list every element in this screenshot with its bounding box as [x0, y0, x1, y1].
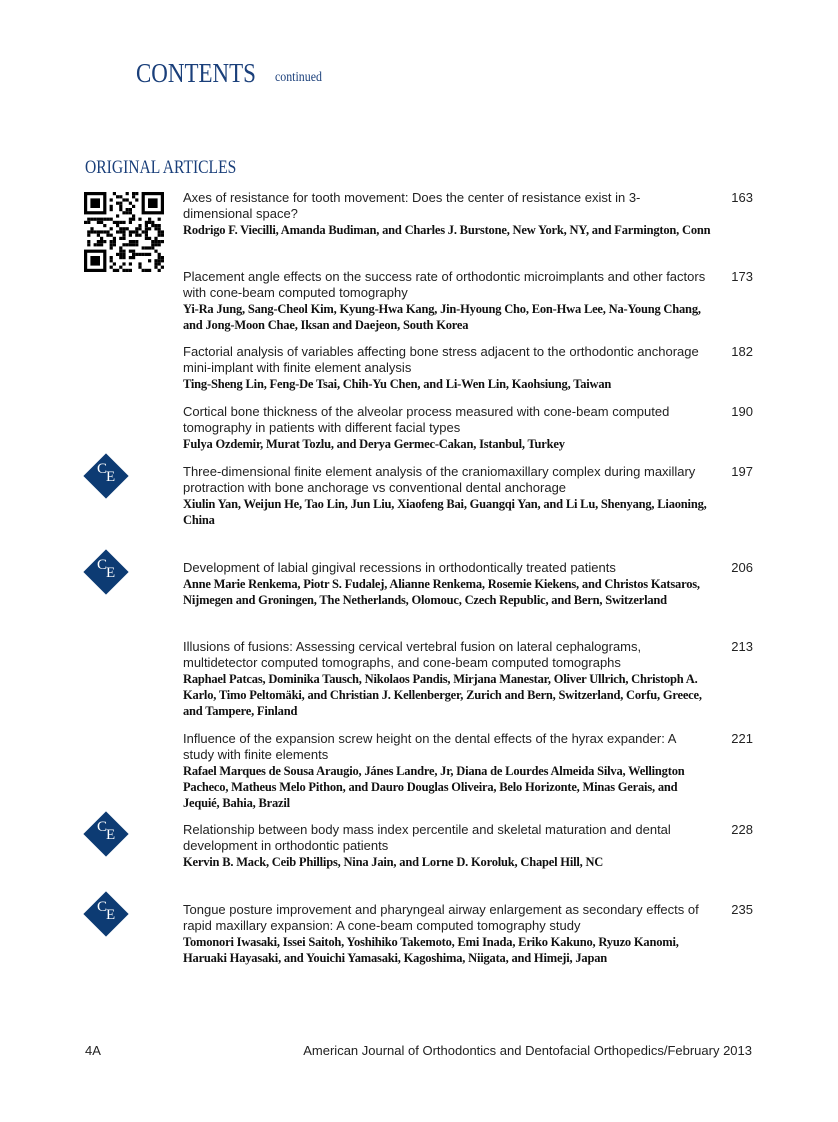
ce-letter-c: C [97, 557, 108, 573]
ce-credit-badge-icon [90, 460, 124, 494]
ce-letter-e: E [106, 827, 116, 843]
article-entry[interactable] [183, 464, 753, 528]
footer-page-number: 4A [85, 1043, 101, 1058]
article-authors: Xiulin Yan, Weijun He, Tao Lin, Jun Liu, Xiaofeng Bai, Guangqi Yan, and Li Lu, Shenyang, Liaoning, China [183, 497, 707, 527]
article-page-number: 206 [731, 560, 753, 575]
ce-letter-c: C [97, 819, 108, 835]
article-page-number: 228 [731, 822, 753, 837]
article-page-number: 173 [731, 269, 753, 284]
ce-letter-e: E [106, 565, 116, 581]
article-title[interactable]: Development of labial gingival recessions in orthodontically treated patients [183, 560, 616, 575]
article-entry[interactable] [183, 639, 753, 719]
page-title: CONTENTS [136, 58, 256, 88]
article-entry[interactable] [183, 269, 753, 333]
article-page-number: 221 [731, 731, 753, 746]
section-heading: ORIGINAL ARTICLES [85, 157, 237, 178]
ce-letter-e: E [106, 469, 116, 485]
article-authors: Rodrigo F. Viecilli, Amanda Budiman, and Charles J. Burstone, New York, NY, and Farmington, Conn [183, 223, 711, 237]
article-title[interactable]: Influence of the expansion screw height on the dental effects of the hyrax expander: A study with finite elements [183, 731, 676, 762]
article-page-number: 197 [731, 464, 753, 479]
article-authors: Raphael Patcas, Dominika Tausch, Nikolaos Pandis, Mirjana Manestar, Oliver Ullrich, Christoph A. Karlo, Timo Peltomäki, and Christian J. Kellenberger, Zurich and Bern, Switzerland, Corfu, Greece, and Tampere, Finland [183, 672, 702, 718]
article-authors: Ting-Sheng Lin, Feng-De Tsai, Chih-Yu Chen, and Li-Wen Lin, Kaohsiung, Taiwan [183, 377, 612, 391]
page-subtitle: continued [275, 70, 322, 85]
article-page-number: 190 [731, 404, 753, 419]
article-entry[interactable] [183, 902, 753, 966]
article-entry[interactable] [183, 731, 753, 811]
article-entry[interactable] [183, 560, 753, 608]
ce-credit-badge-icon [90, 898, 124, 932]
article-entry[interactable] [183, 190, 753, 238]
article-authors: Fulya Ozdemir, Murat Tozlu, and Derya Germec-Cakan, Istanbul, Turkey [183, 437, 565, 451]
article-title[interactable]: Axes of resistance for tooth movement: Does the center of resistance exist in 3-dimensional space? [183, 190, 641, 221]
article-authors: Yi-Ra Jung, Sang-Cheol Kim, Kyung-Hwa Kang, Jin-Hyoung Cho, Eon-Hwa Lee, Na-Young Chang, and Jong-Moon Chae, Iksan and Daejeon, South Korea [183, 302, 701, 332]
article-page-number: 235 [731, 902, 753, 917]
footer-journal: American Journal of Orthodontics and Dentofacial Orthopedics/February 2013 [303, 1043, 752, 1058]
article-page-number: 182 [731, 344, 753, 359]
article-page-number: 163 [731, 190, 753, 205]
article-entry[interactable] [183, 404, 753, 452]
ce-credit-badge-icon [90, 818, 124, 852]
qr-code-icon [84, 192, 164, 272]
article-authors: Kervin B. Mack, Ceib Phillips, Nina Jain, and Lorne D. Koroluk, Chapel Hill, NC [183, 855, 604, 869]
article-page-number: 213 [731, 639, 753, 654]
article-authors: Rafael Marques de Sousa Araugio, Jánes Landre, Jr, Diana de Lourdes Almeida Silva, Wellington Pacheco, Matheus Melo Pithon, and Dauro Douglas Oliveira, Belo Horizonte, Minas Gerais, and Jequié, Bahia, Brazil [183, 764, 685, 810]
article-authors: Anne Marie Renkema, Piotr S. Fudalej, Alianne Renkema, Rosemie Kiekens, and Christos Katsaros, Nijmegen and Groningen, The Netherlands, Olomouc, Czech Republic, and Bern, Switzerland [183, 577, 700, 607]
article-authors: Tomonori Iwasaki, Issei Saitoh, Yoshihiko Takemoto, Emi Inada, Eriko Kakuno, Ryuzo Kanomi, Haruaki Hayasaki, and Youichi Yamasaki, Kagoshima, Niigata, and Himeji, Japan [183, 935, 679, 965]
ce-letter-c: C [97, 461, 108, 477]
article-title[interactable]: Cortical bone thickness of the alveolar process measured with cone-beam computed tomography in patients with different facial types [183, 404, 670, 435]
article-entry[interactable] [183, 344, 753, 392]
article-title[interactable]: Relationship between body mass index percentile and skeletal maturation and dental development in orthodontic patients [183, 822, 671, 853]
ce-credit-badge-icon [90, 556, 124, 590]
article-title[interactable]: Illusions of fusions: Assessing cervical vertebral fusion on lateral cephalograms, multidetector computed tomographs, and cone-beam computed tomographs [183, 639, 642, 670]
ce-letter-c: C [97, 899, 108, 915]
ce-letter-e: E [106, 907, 116, 923]
article-title[interactable]: Tongue posture improvement and pharyngeal airway enlargement as secondary effects of rapid maxillary expansion: A cone-beam computed tomography study [183, 902, 699, 933]
article-title[interactable]: Factorial analysis of variables affecting bone stress adjacent to the orthodontic anchorage mini-implant with finite element analysis [183, 344, 699, 375]
article-title[interactable]: Placement angle effects on the success rate of orthodontic microimplants and other factors with cone-beam computed tomography [183, 269, 706, 300]
article-entry[interactable] [183, 822, 753, 870]
article-title[interactable]: Three-dimensional finite element analysis of the craniomaxillary complex during maxillary protraction with bone anchorage vs conventional dental anchorage [183, 464, 696, 495]
